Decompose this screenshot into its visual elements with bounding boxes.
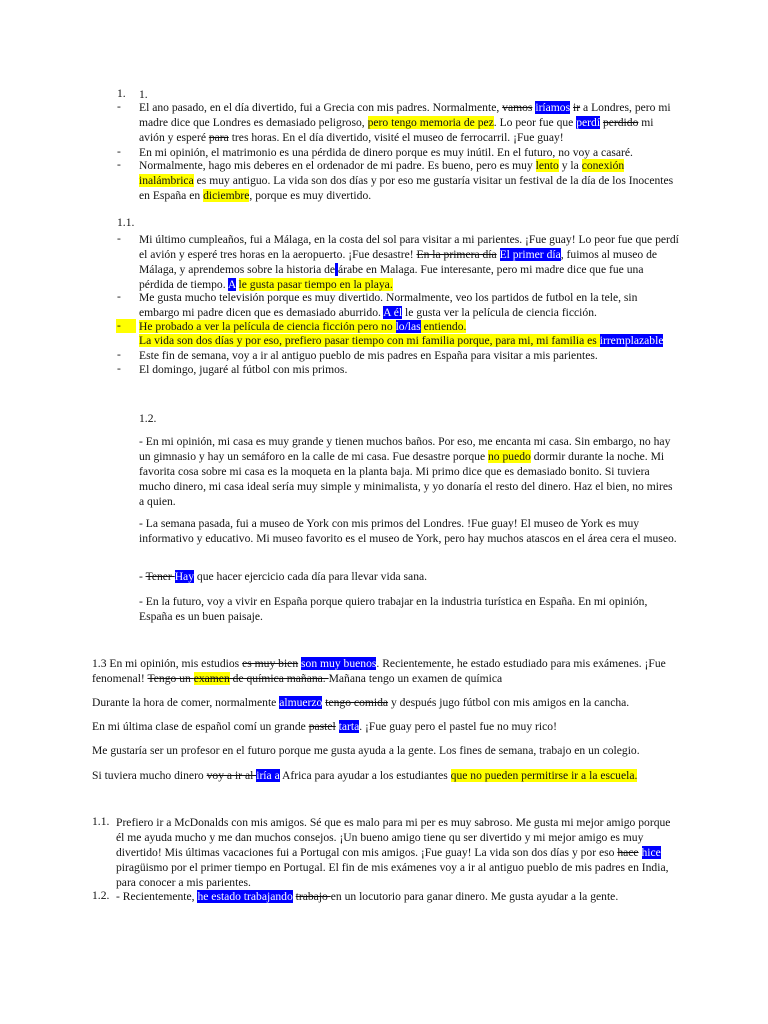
- bullet-dash: -: [117, 348, 121, 361]
- bullet-dash: -: [117, 232, 121, 245]
- strikethrough-text: En la primera día: [416, 248, 497, 261]
- yellow-highlight: le gusta pasar tiempo en la playa.: [238, 278, 393, 291]
- correction-highlight: perdí: [576, 116, 601, 129]
- strikethrough-text: Tener: [145, 570, 175, 583]
- bullet-dash: -: [117, 158, 121, 171]
- paragraph: Me gustaría ser un profesor en el futuro porque me gusta ayuda a la gente. Los fines de semana, trabajo en un colegio.: [92, 744, 640, 757]
- yellow-highlight: conexión inalámbrica: [139, 159, 625, 187]
- bullet-text: El domingo, jugaré al fútbol con mis primos.: [139, 363, 348, 376]
- strikethrough-text: para: [208, 131, 229, 144]
- correction-highlight: irremplazable: [599, 334, 664, 347]
- correction-highlight: Hay: [174, 570, 195, 583]
- correction-highlight: hice: [641, 846, 661, 859]
- correction-highlight: iríamos: [535, 101, 571, 114]
- bullet-dash: -: [117, 100, 121, 113]
- list-item-text: - Recientemente, he estado trabajando trabajo en un locutorio para ganar dinero. Me gusta ayudar a la gente.: [116, 890, 619, 903]
- yellow-highlight: La vida son dos días y por eso, prefiero pasar tiempo con mi familia porque, para mi, mi familia es: [139, 334, 600, 347]
- bullet-text: En mi opinión, el matrimonio es una pérdida de dinero porque es muy inútil. En el futuro, no voy a casaré.: [139, 146, 633, 159]
- paragraph: Si tuviera mucho dinero voy a ir al iría a Africa para ayudar a los estudiantes que no pueden permitirse ir a la escuela.: [92, 769, 638, 782]
- yellow-highlight: que no pueden permitirse ir a la escuela.: [450, 769, 638, 782]
- bullet-text: Me gusta mucho televisión porque es muy divertido. Normalmente, veo los partidos de futbol en la tele, sin embargo mi padre dicen que es demasiado aburrido. A él le gusta ver la película de ciencia ficción.: [139, 291, 638, 319]
- yellow-highlight: diciembre: [203, 189, 250, 202]
- strikethrough-text: voy a ir al: [206, 769, 257, 782]
- list-number: 1.1.: [92, 815, 110, 828]
- bullet-dash: -: [117, 290, 121, 303]
- paragraph: 1.3 En mi opinión, mis estudios es muy bien son muy buenos. Recientemente, he estado estudiado para mis exámenes. ¡Fue fenomenal! Tengo un examen de química mañana. Mañana tengo un examen de química: [92, 657, 666, 685]
- correction-highlight: A él: [383, 306, 403, 319]
- correction-highlight: lo/las: [395, 320, 421, 333]
- paragraph: En mi última clase de español comí un grande pastel tarta. ¡Fue guay pero el pastel fue no muy rico!: [92, 720, 557, 733]
- yellow-highlight: no puedo: [488, 450, 531, 463]
- strikethrough-text: perdido: [602, 116, 639, 129]
- paragraph: - En mi opinión, mi casa es muy grande y tienen muchos baños. Por eso, me encanta mi casa. Sin embargo, no hay un gimnasio y hay un semáforo en la calle de mi casa. Fue desastre porque no puedo dormir durante la noche. Mi favorita cosa sobre mi casa es la moqueta en la planta baja. Mi primo dice que es demasiado bonito. Si tuviera mucho dinero, mi casa ideal sería muy simple y minimalista, y yo donaría el resto del dinero. Haz el bien, no mires a quien.: [139, 435, 673, 508]
- strikethrough-text: de química mañana.: [229, 672, 329, 685]
- list-number: 1.2.: [92, 889, 110, 902]
- list-number: 1.: [117, 87, 126, 100]
- strikethrough-text: tengo comida: [325, 696, 389, 709]
- bullet-text: [139, 319, 679, 334]
- paragraph: Durante la hora de comer, normalmente almuerzo tengo comida y después jugo fútbol con mis amigos en la cancha.: [92, 696, 630, 709]
- yellow-highlight: lento: [535, 159, 559, 172]
- yellow-highlight: entiendo.: [420, 320, 467, 333]
- strikethrough-text: pastel: [308, 720, 336, 733]
- section-number: 1.2.: [139, 412, 157, 425]
- correction-highlight: he estado trabajando: [197, 890, 293, 903]
- strikethrough-text: es muy bien: [242, 657, 299, 670]
- bullet-text: Este fin de semana, voy a ir al antiguo pueblo de mis padres en España para visitar a mis parientes.: [139, 349, 598, 362]
- bullet-dash: -: [117, 145, 121, 158]
- strikethrough-text: ir: [573, 101, 581, 114]
- yellow-highlight: pero tengo memoria de pez: [367, 116, 494, 129]
- strikethrough-text: Tengo un: [147, 672, 194, 685]
- correction-highlight: iría a: [256, 769, 280, 782]
- strikethrough-text: hace: [617, 846, 639, 859]
- paragraph: - Tener Hay que hacer ejercicio cada día para llevar vida sana.: [139, 570, 428, 583]
- correction-highlight: tarta: [338, 720, 360, 733]
- bullet-text: Mi último cumpleaños, fui a Málaga, en la costa del sol para visitar a mi parientes. ¡Fue guay! Lo peor fue que perdí el avión y esperé tres horas en la aeropuerto. ¡Fue desastre! En la primera día El primer día, fuimos al museo de Málaga, y aprendemos sobre la historia de árabe en Malaga. Fue interesante, pero mi madre dice que fue una pérdida de tiempo. A le gusta pasar tiempo en la playa.: [139, 233, 679, 291]
- paragraph: - En la futuro, voy a vivir en España porque quiero trabajar en la industria turística en España. En mi opinión, España es un buen paisaje.: [139, 595, 648, 623]
- heading-number: 1.: [139, 88, 148, 101]
- bullet-text: El ano pasado, en el día divertido, fui a Grecia con mis padres. Normalmente, vamos iríamos ir a Londres, pero mi madre dice que Londres es demasiado peligroso, pero tengo memoria de pez. Lo peor fue que perdí perdido mi avión y esperé para tres horas. En el día divertido, visité el museo de ferrocarril. ¡Fue guay!: [139, 101, 671, 144]
- section-number: 1.1.: [117, 216, 135, 229]
- yellow-highlight: He probado a ver la película de ciencia ficción pero no: [139, 320, 396, 333]
- list-item-text: Prefiero ir a McDonalds con mis amigos. Sé que es malo para mi per es muy sabroso. Me gusta mi mejor amigo porque él me ayuda mucho y me dan muchos consejos. ¡Un bueno amigo tiene qu ser divertido y mi mejor amigo es muy divertido! Mis últimas vacaciones fui a Portugal con mis amigos. ¡Fue guay! La vida son dos días y por eso hace hice piragüismo por el primer tiempo en Portugal. El fin de mis exámenes voy a ir al antiguo pueblo de mis padres en India, para conocer a mis parientes.: [116, 816, 671, 889]
- correction-highlight: almuerzo: [279, 696, 323, 709]
- strikethrough-text: trabajo: [295, 890, 331, 903]
- bullet-text: Normalmente, hago mis deberes en el ordenador de mi padre. Es bueno, pero es muy lento y la conexión inalámbrica es muy antiguo. La vida son dos días y por eso me gustaría visitar un festival de la día de los Inocentes en España en diciembre, porque es muy divertido.: [139, 159, 674, 202]
- correction-highlight: son muy buenos: [301, 657, 377, 670]
- correction-highlight: [335, 263, 338, 276]
- bullet-dash: -: [117, 362, 121, 375]
- correction-highlight: A: [227, 278, 236, 291]
- strikethrough-highlight: examen: [193, 672, 230, 685]
- bullet-dash: -: [117, 319, 121, 332]
- paragraph: - La semana pasada, fui a museo de York con mis primos del Londres. !Fue guay! El museo de York es muy informativo y educativo. Mi museo favorito es el museo de York, pero hay muchos atascos en el área cera el museo.: [139, 517, 677, 545]
- correction-highlight: El primer día: [499, 248, 561, 261]
- bullet-text: [139, 333, 679, 348]
- strikethrough-text: vamos: [502, 101, 533, 114]
